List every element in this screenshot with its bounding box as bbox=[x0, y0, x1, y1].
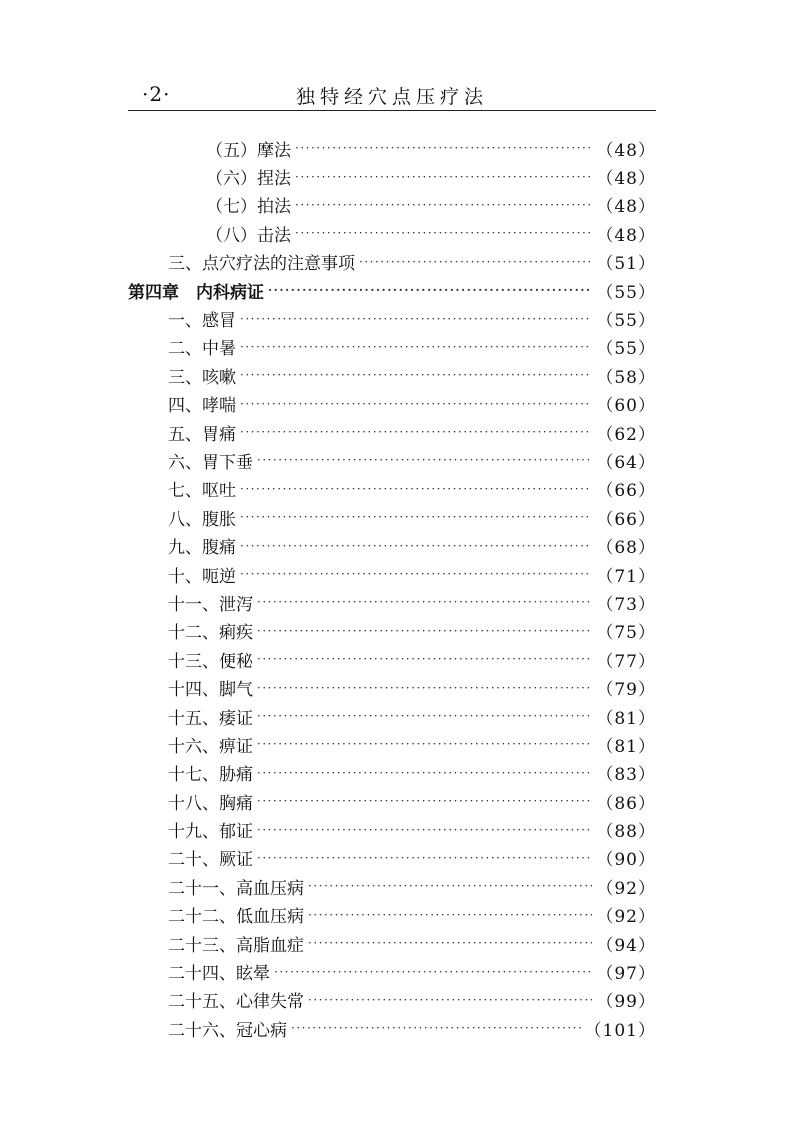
dot-leader bbox=[240, 397, 592, 411]
dot-leader bbox=[240, 312, 592, 326]
dot-leader bbox=[240, 567, 592, 581]
toc-entry-label: 十七、胁痛 bbox=[168, 765, 253, 786]
toc-entry-page: （79） bbox=[596, 680, 656, 701]
toc-entry-page: （81） bbox=[596, 708, 656, 729]
dot-leader bbox=[240, 340, 592, 354]
toc-entry-page: （48） bbox=[596, 225, 656, 246]
toc-entry-page: （99） bbox=[596, 992, 656, 1013]
toc-entry[interactable] bbox=[128, 304, 656, 332]
toc-entry[interactable] bbox=[128, 219, 656, 247]
toc-entry-label: 二十四、眩晕 bbox=[168, 964, 270, 985]
toc-entry-page: （73） bbox=[596, 594, 656, 615]
toc-entry[interactable] bbox=[128, 617, 656, 645]
toc-entry-label: 十九、郁证 bbox=[168, 822, 253, 843]
dot-leader bbox=[240, 425, 592, 439]
toc-entry-page: （55） bbox=[596, 282, 656, 303]
dot-leader bbox=[240, 368, 592, 382]
toc-entry-page: （71） bbox=[596, 566, 656, 587]
dot-leader bbox=[274, 965, 592, 979]
toc-entry-page: （58） bbox=[596, 367, 656, 388]
toc-entry-label: 十四、脚气 bbox=[168, 680, 253, 701]
toc-entry-page: （88） bbox=[596, 822, 656, 843]
toc-entry-page: （66） bbox=[596, 509, 656, 530]
toc-entry-page: （75） bbox=[596, 623, 656, 644]
toc-entry[interactable] bbox=[128, 503, 656, 531]
dot-leader bbox=[257, 737, 592, 751]
toc-entry-page: （55） bbox=[596, 311, 656, 332]
dot-leader bbox=[257, 851, 592, 865]
dot-leader bbox=[257, 823, 592, 837]
book-title: 独特经穴点压疗法 bbox=[295, 86, 488, 108]
toc-entry[interactable] bbox=[128, 730, 656, 758]
dot-leader bbox=[295, 170, 592, 184]
dot-leader bbox=[257, 681, 592, 695]
toc-entry-page: （86） bbox=[596, 793, 656, 814]
toc-entry-label: 二十六、冠心病 bbox=[168, 1020, 287, 1041]
table-of-contents bbox=[128, 134, 656, 1043]
toc-entry-page: （64） bbox=[596, 452, 656, 473]
toc-entry-page: （90） bbox=[596, 850, 656, 871]
toc-entry[interactable] bbox=[128, 872, 656, 900]
toc-entry[interactable] bbox=[128, 446, 656, 474]
dot-leader bbox=[291, 1021, 581, 1035]
toc-entry-page: （94） bbox=[596, 935, 656, 956]
page-number: ·2· bbox=[142, 82, 171, 106]
toc-entry[interactable] bbox=[128, 957, 656, 985]
toc-entry-label: 二十一、高血压病 bbox=[168, 878, 304, 899]
toc-entry[interactable] bbox=[128, 844, 656, 872]
toc-entry-label: 二、中暑 bbox=[168, 339, 236, 360]
dot-leader bbox=[308, 908, 592, 922]
toc-entry[interactable] bbox=[128, 333, 656, 361]
toc-entry-page: （97） bbox=[596, 964, 656, 985]
toc-entry[interactable] bbox=[128, 361, 656, 389]
dot-leader bbox=[257, 794, 592, 808]
toc-entry[interactable] bbox=[128, 134, 656, 162]
toc-entry-label: 五、胃痛 bbox=[168, 424, 236, 445]
dot-leader bbox=[308, 879, 592, 893]
toc-entry-label: 二十二、低血压病 bbox=[168, 907, 304, 928]
toc-entry[interactable] bbox=[128, 191, 656, 219]
toc-entry[interactable] bbox=[128, 248, 656, 276]
toc-entry[interactable] bbox=[128, 901, 656, 929]
toc-entry-label: 十三、便秘 bbox=[168, 651, 253, 672]
toc-entry-label: 十二、痢疾 bbox=[168, 623, 253, 644]
toc-entry-label: 二十、厥证 bbox=[168, 850, 253, 871]
toc-entry-page: （48） bbox=[596, 140, 656, 161]
toc-entry-label: 二十五、心律失常 bbox=[168, 992, 304, 1013]
dot-leader bbox=[295, 198, 592, 212]
dot-leader bbox=[257, 624, 592, 638]
toc-chapter-entry[interactable] bbox=[128, 276, 656, 304]
toc-entry-page: （62） bbox=[596, 424, 656, 445]
dot-leader bbox=[257, 595, 592, 609]
toc-entry[interactable] bbox=[128, 560, 656, 588]
dot-leader bbox=[295, 226, 592, 240]
toc-entry-page: （55） bbox=[596, 339, 656, 360]
toc-entry-page: （68） bbox=[596, 538, 656, 559]
dot-leader bbox=[257, 453, 592, 467]
dot-leader bbox=[308, 936, 592, 950]
toc-entry[interactable] bbox=[128, 390, 656, 418]
toc-entry-label: （五）摩法 bbox=[206, 140, 291, 161]
toc-entry-page: （81） bbox=[596, 736, 656, 757]
dot-leader bbox=[359, 255, 592, 269]
dot-leader bbox=[308, 993, 592, 1007]
dot-leader bbox=[295, 141, 592, 155]
toc-entry[interactable] bbox=[128, 1014, 656, 1042]
toc-entry-label: （六）捏法 bbox=[206, 169, 291, 190]
toc-entry-label: 十八、胸痛 bbox=[168, 793, 253, 814]
dot-leader bbox=[268, 283, 592, 297]
toc-entry-page: （92） bbox=[596, 878, 656, 899]
toc-entry-label: 二十三、高脂血症 bbox=[168, 935, 304, 956]
toc-entry-label: （八）击法 bbox=[206, 225, 291, 246]
toc-entry[interactable] bbox=[128, 531, 656, 559]
toc-entry[interactable] bbox=[128, 929, 656, 957]
toc-entry-label: 七、呕吐 bbox=[168, 481, 236, 502]
dot-leader bbox=[257, 652, 592, 666]
toc-entry-page: （51） bbox=[596, 254, 656, 275]
toc-entry[interactable] bbox=[128, 418, 656, 446]
dot-leader bbox=[240, 510, 592, 524]
toc-entry[interactable] bbox=[128, 673, 656, 701]
toc-entry[interactable] bbox=[128, 787, 656, 815]
toc-entry-page: （60） bbox=[596, 396, 656, 417]
toc-entry-page: （66） bbox=[596, 481, 656, 502]
toc-entry-label: 十一、泄泻 bbox=[168, 594, 253, 615]
toc-entry-label: 六、胃下垂 bbox=[168, 452, 253, 473]
toc-entry[interactable] bbox=[128, 645, 656, 673]
dot-leader bbox=[257, 709, 592, 723]
toc-entry[interactable] bbox=[128, 588, 656, 616]
toc-entry-page: （48） bbox=[596, 197, 656, 218]
toc-entry-label: 八、腹胀 bbox=[168, 509, 236, 530]
toc-entry-page: （101） bbox=[584, 1020, 656, 1041]
toc-entry[interactable] bbox=[128, 475, 656, 503]
page-header bbox=[128, 70, 656, 111]
toc-entry-label: 三、咳嗽 bbox=[168, 367, 236, 388]
toc-entry-label: 十六、痹证 bbox=[168, 736, 253, 757]
dot-leader bbox=[240, 482, 592, 496]
toc-entry[interactable] bbox=[128, 162, 656, 190]
toc-entry-label: 三、点穴疗法的注意事项 bbox=[168, 254, 355, 275]
toc-entry[interactable] bbox=[128, 759, 656, 787]
toc-entry[interactable] bbox=[128, 702, 656, 730]
toc-entry-label: 一、感冒 bbox=[168, 311, 236, 332]
dot-leader bbox=[240, 539, 592, 553]
toc-entry-page: （92） bbox=[596, 907, 656, 928]
toc-entry-label: 四、哮喘 bbox=[168, 396, 236, 417]
toc-entry-page: （48） bbox=[596, 169, 656, 190]
toc-entry-label: 九、腹痛 bbox=[168, 538, 236, 559]
toc-entry-page: （83） bbox=[596, 765, 656, 786]
toc-entry[interactable] bbox=[128, 815, 656, 843]
toc-entry-page: （77） bbox=[596, 651, 656, 672]
toc-entry[interactable] bbox=[128, 986, 656, 1014]
toc-entry-label: 十五、痿证 bbox=[168, 708, 253, 729]
toc-entry-label: 十、呃逆 bbox=[168, 566, 236, 587]
toc-entry-label: （七）拍法 bbox=[206, 197, 291, 218]
dot-leader bbox=[257, 766, 592, 780]
toc-entry-label: 第四章 内科病证 bbox=[128, 282, 264, 303]
